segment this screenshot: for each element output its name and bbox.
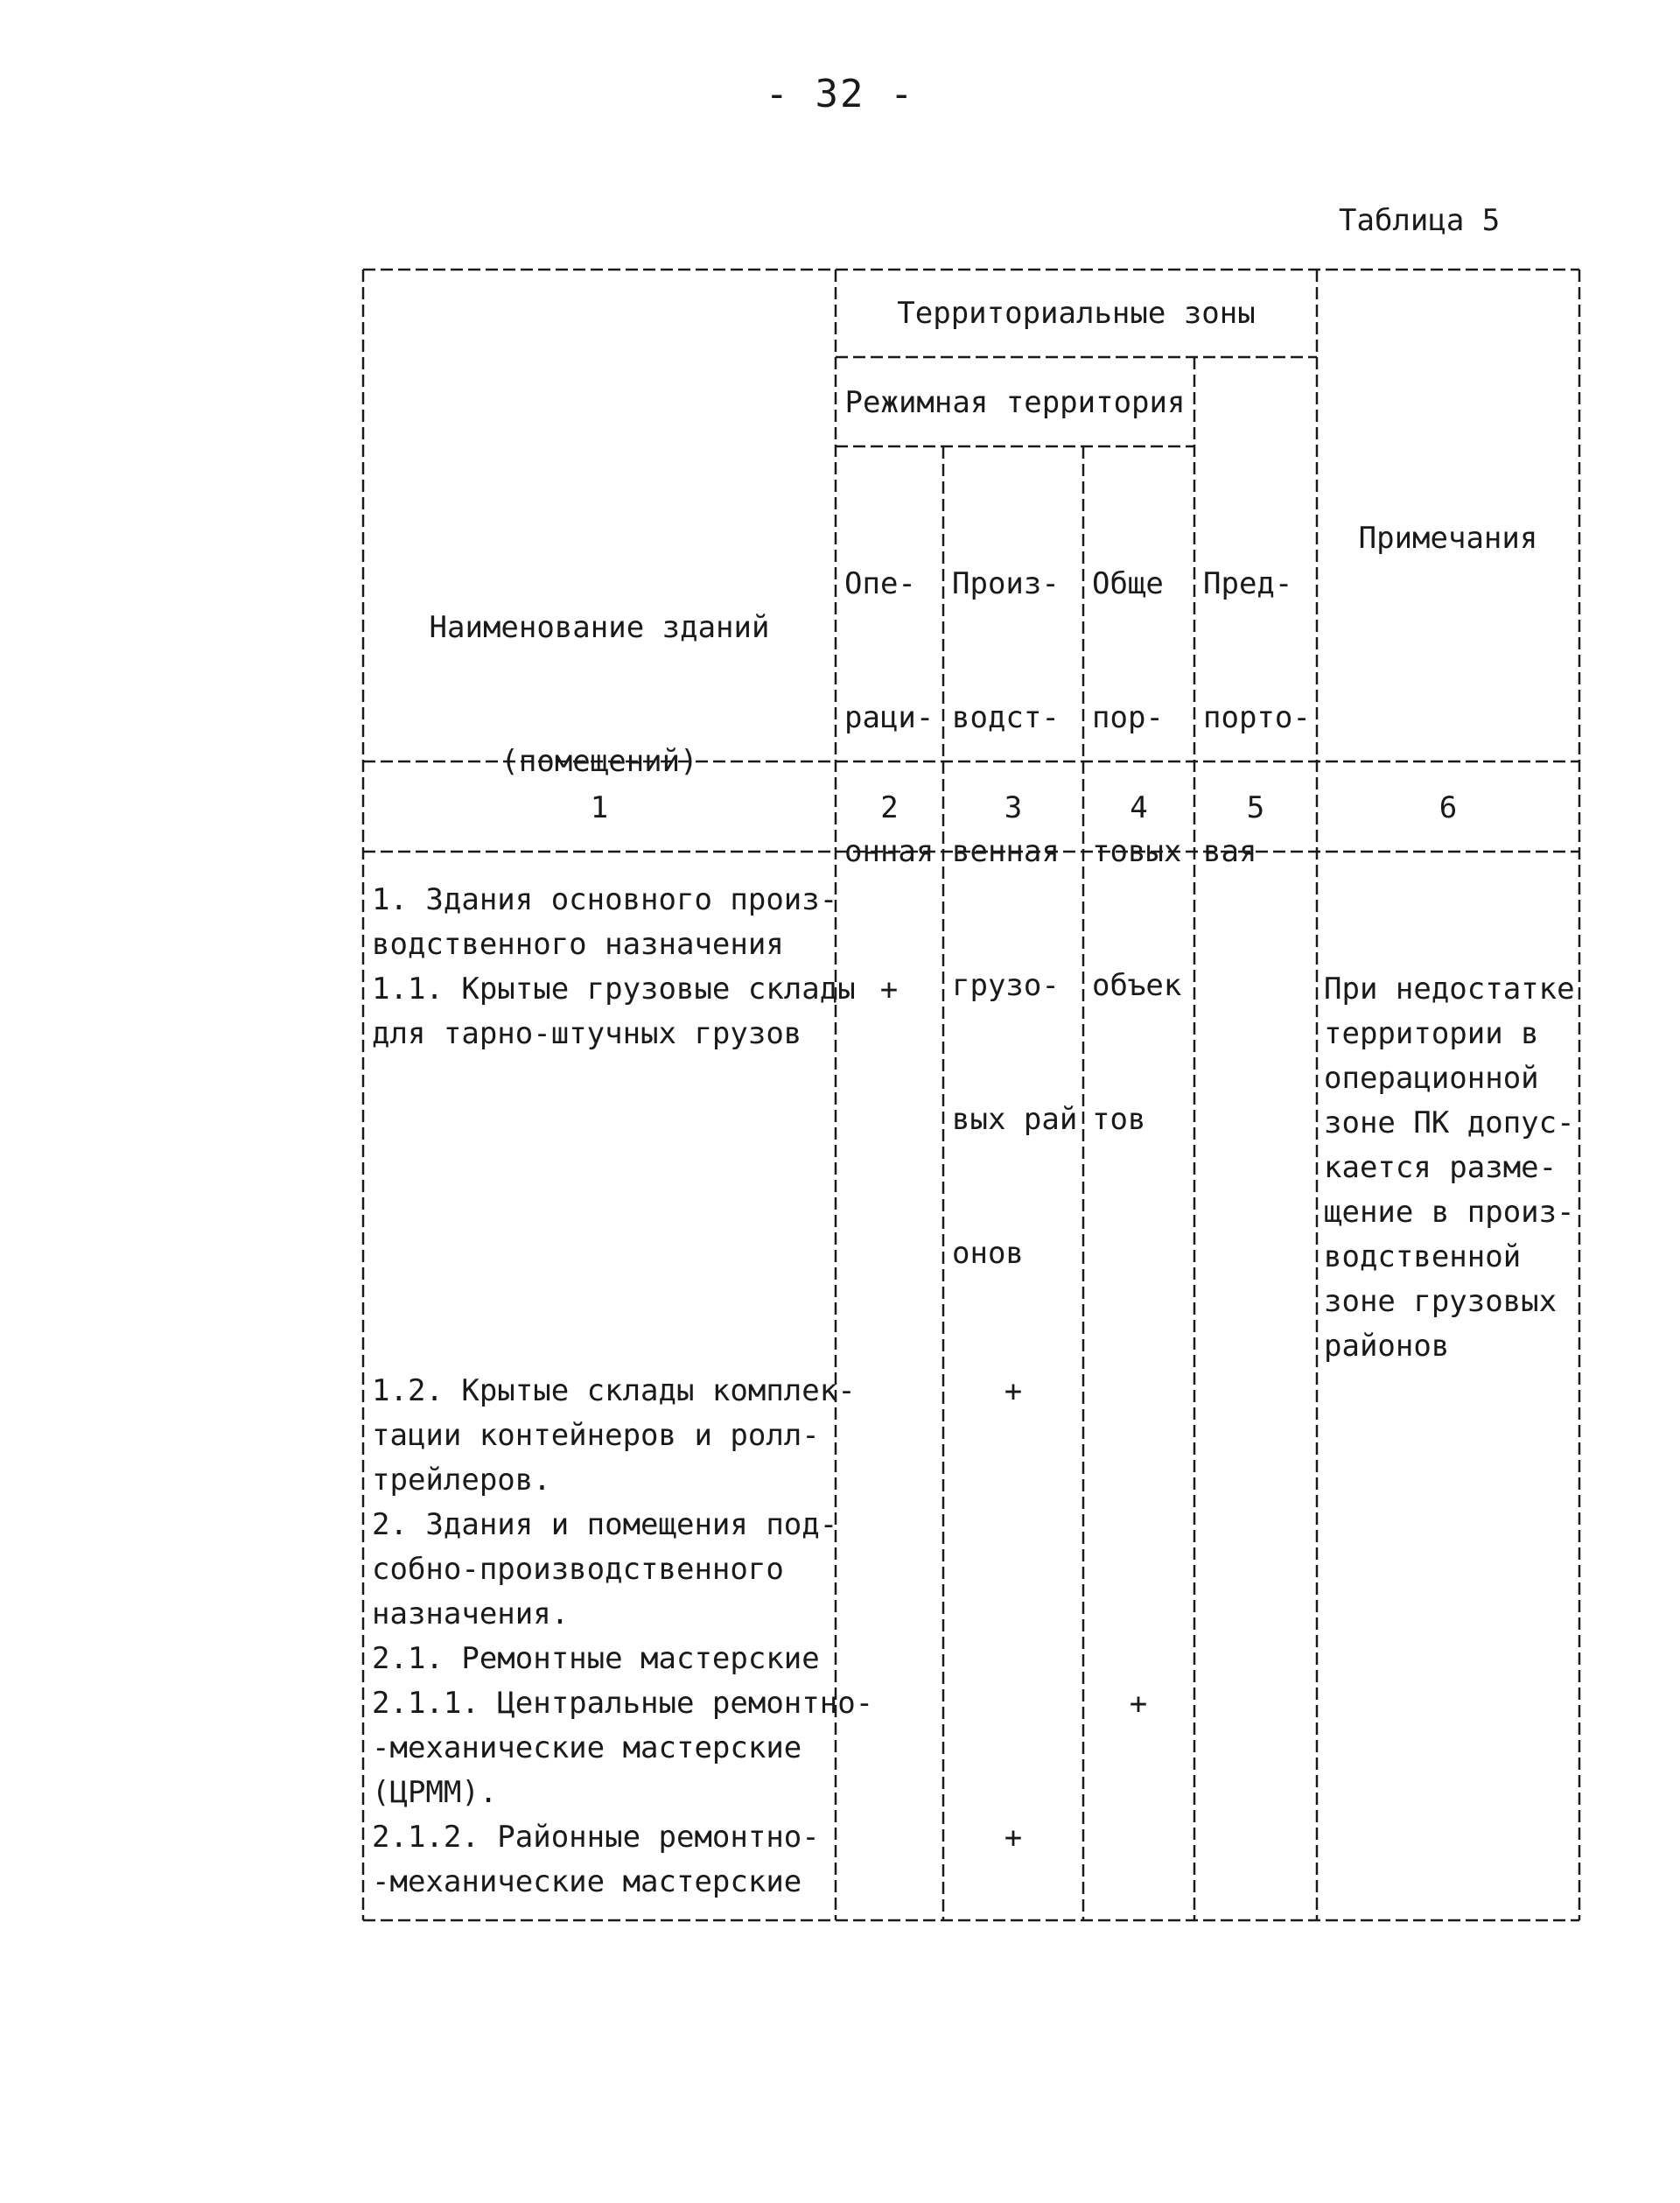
plus-mark: + [1004,1821,1023,1856]
table-row [372,1190,873,1235]
table-row: трейлеров. [372,1463,551,1498]
table-caption: Таблица 5 [1339,203,1501,238]
note-line: зоне ПК допус- [1324,1105,1575,1140]
table-row: 1.2. Крытые склады комплек- [372,1373,856,1408]
table-row: назначения. [372,1596,570,1631]
plus-mark: + [879,972,899,1007]
table-row: собно-производственного [372,1552,784,1587]
table-row: 1. Здания основного произ- [372,882,838,917]
header-col5: Пред- порто- вая [1203,566,1311,869]
header-name-line1: Наименование зданий [429,610,770,645]
header-col2: Опе- раци- онная [844,566,934,869]
table-body-names [372,878,873,1905]
page-number: - 32 - [765,72,915,116]
col-number-6: 6 [1438,790,1458,825]
note-line: При недостатке [1324,972,1575,1007]
col-number-5: 5 [1246,790,1265,825]
note-line: щение в произ- [1324,1195,1575,1230]
col-number-4: 4 [1130,790,1148,825]
table-row: 2.1.1. Центральные ремонтно- [372,1686,874,1721]
header-col4: Обще пор- товых объек тов [1092,566,1182,1137]
header-name-line2: (помещений) [500,744,698,779]
note-line: операционной [1324,1061,1539,1096]
notes-cell [1324,967,1575,1369]
table-row: 2. Здания и помещения под- [372,1507,838,1542]
col-number-2: 2 [880,790,899,825]
table-row [372,1101,873,1146]
note-line: территории в [1324,1016,1539,1051]
table-row: (ЦРММ). [372,1775,498,1810]
table-row: -механические мастерские [372,1730,802,1765]
table-row: тации контейнеров и ролл- [372,1418,820,1453]
table-row [372,1235,873,1280]
table-row: -механические мастерские [372,1864,802,1899]
note-line: зоне грузовых [1324,1284,1558,1319]
note-line: районов [1324,1329,1450,1364]
table-row [372,1280,873,1324]
plus-mark: + [1129,1687,1148,1722]
col-number-1: 1 [590,790,609,825]
header-regime: Режимная территория [844,385,1186,420]
plus-mark: + [1004,1374,1023,1409]
header-name [363,516,836,829]
table-row: 1.1. Крытые грузовые склады [372,972,856,1007]
col-number-3: 3 [1004,790,1023,825]
note-line: кается разме- [1324,1150,1558,1185]
table-row [372,1146,873,1190]
header-zones: Территориальные зоны [897,296,1256,331]
table-row [372,1056,873,1101]
header-notes: Примечания [1358,521,1538,556]
note-line: водственной [1324,1239,1522,1274]
table-row [372,1324,873,1369]
header-col3: Произ- водст- венная грузо- вых рай онов [952,566,1078,1271]
table-row: 2.1.2. Районные ремонтно- [372,1820,820,1855]
table-row: 2.1. Ремонтные мастерские [372,1641,820,1676]
table-row: для тарно-штучных грузов [372,1016,802,1051]
table-row: водственного назначения [372,927,784,962]
